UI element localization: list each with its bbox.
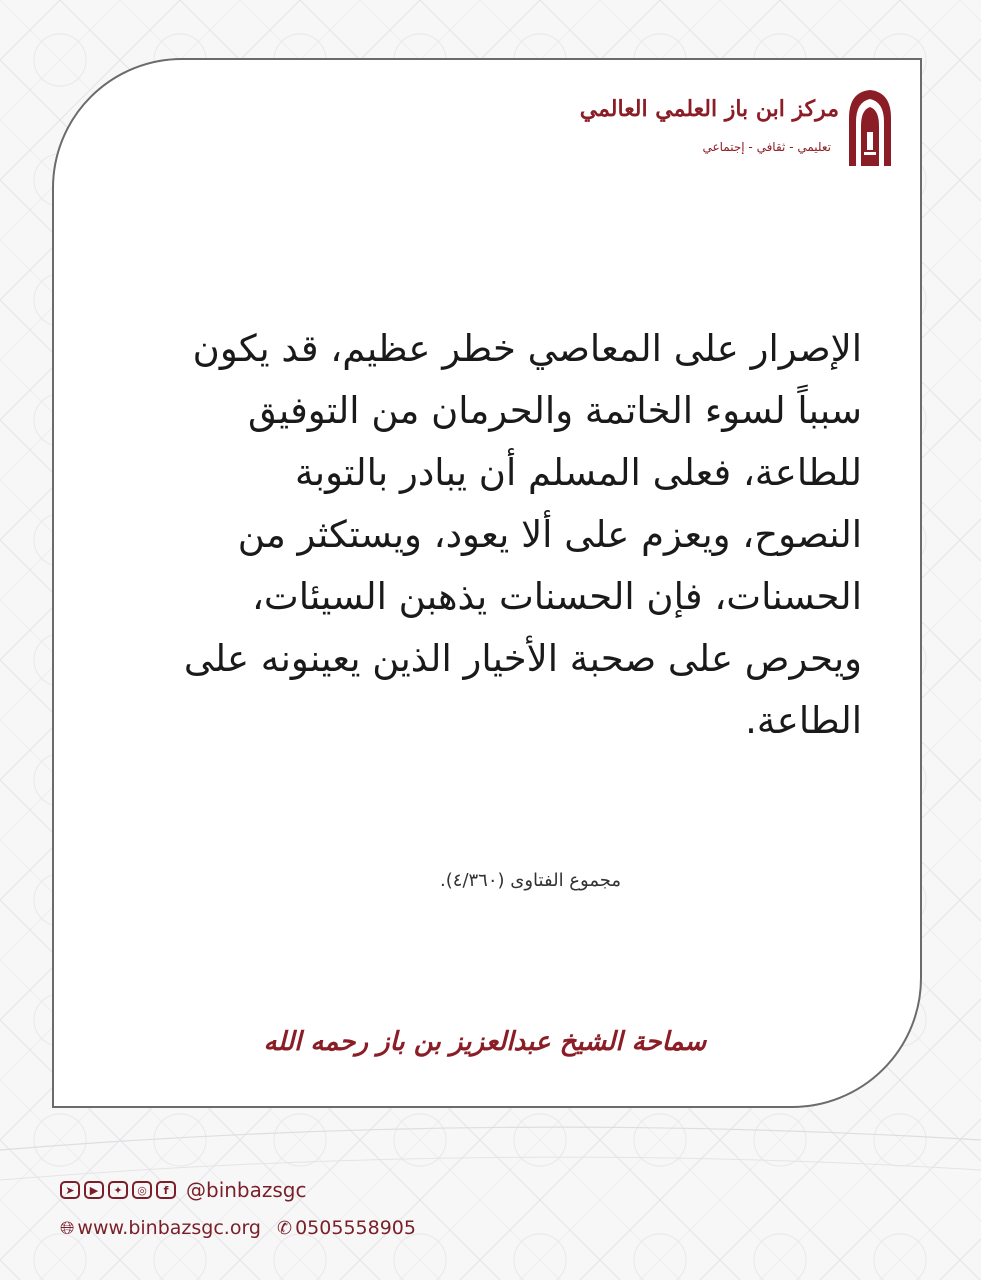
social-handle[interactable]: @binbazsgc [186,1178,307,1202]
quote-line: الإصرار على المعاصي خطر عظيم، قد يكون [192,327,862,370]
mosque-arch-icon [845,88,895,168]
website-link[interactable]: www.binbazsgc.org [77,1217,261,1239]
signature-calligraphy: سماحة الشيخ عبدالعزيز بن باز رحمه الله [263,1027,707,1057]
instagram-icon[interactable]: ◎ [132,1181,152,1199]
logo-tagline: تعليمي - ثقافي - إجتماعي [702,140,831,154]
source-citation: مجموع الفتاوى (٤/٣٦٠). [440,870,621,891]
quote-line: النصوح، ويعزم على ألا يعود، ويستكثر من [237,513,862,556]
quote-text [112,318,862,752]
whatsapp-icon: ✆ [277,1217,293,1239]
quote-line: ويحرص على صحبة الأخيار الذين يعينونه على [183,637,862,680]
quote-line: للطاعة، فعلى المسلم أن يبادر بالتوبة [294,451,862,494]
facebook-icon[interactable]: f [156,1181,176,1199]
globe-icon: 🌐︎ [60,1217,75,1239]
logo-title: مركز ابن باز العلمي العالمي [579,96,839,122]
quote-line: سبباً لسوء الخاتمة والحرمان من التوفيق [248,389,862,432]
youtube-icon[interactable]: ▶ [84,1181,104,1199]
social-row [60,1175,416,1205]
footer [60,1175,416,1245]
contact-row [60,1211,416,1245]
twitter-icon[interactable]: ✦ [108,1181,128,1199]
quote-line: الحسنات، فإن الحسنات يذهبن السيئات، [251,575,862,618]
quote-line: الطاعة. [745,699,862,742]
phone-number[interactable]: 0505558905 [295,1217,416,1239]
center-logo [579,88,895,178]
telegram-icon[interactable]: ➤ [60,1181,80,1199]
